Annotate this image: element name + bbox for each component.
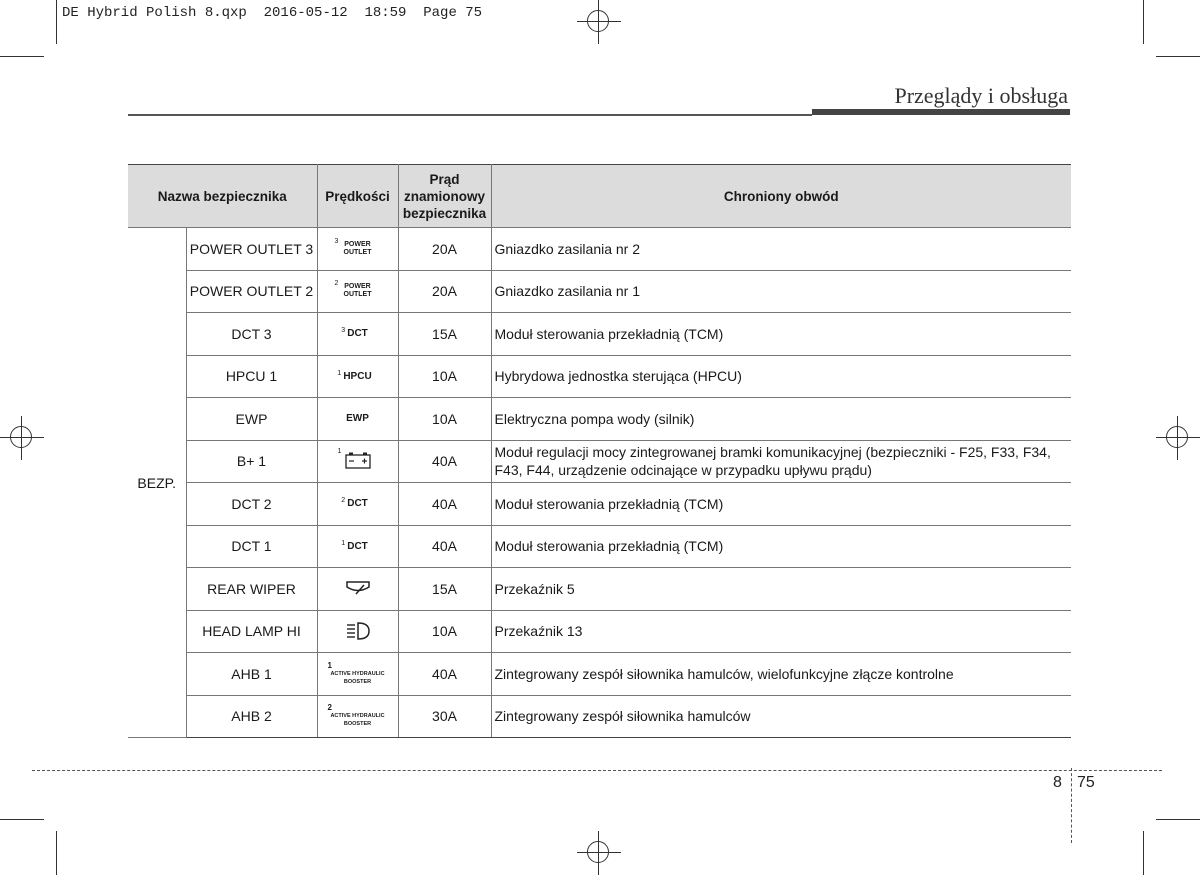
fuse-current: 40A [398,440,491,483]
fuse-current: 10A [398,355,491,398]
table-row [128,270,1071,313]
hpcu-label-icon: 1 HPCU [337,369,372,382]
fuse-symbol-cell [317,695,398,738]
registration-mark-icon [577,831,621,875]
fuse-circuit: Moduł sterowania przekładnią (TCM) [491,483,1071,526]
fuse-circuit: Hybrydowa jednostka sterująca (HPCU) [491,355,1071,398]
fuse-symbol-cell [317,610,398,653]
fuse-table [128,164,1071,738]
table-row [128,525,1071,568]
fuse-current: 30A [398,695,491,738]
crop-mark [1156,819,1200,820]
table-row [128,610,1071,653]
fuse-name: EWP [186,398,317,441]
fuse-circuit: Gniazdko zasilania nr 2 [491,228,1071,271]
ahb-label-icon: 2 ACTIVE HYDRAULIC BOOSTER [327,703,385,728]
registration-mark-icon [577,0,621,44]
footer-divider [32,770,1162,771]
fuse-current: 20A [398,270,491,313]
fuse-circuit: Moduł sterowania przekładnią (TCM) [491,313,1071,356]
table-row [128,483,1071,526]
fuse-circuit: Przekaźnik 13 [491,610,1071,653]
table-header-row [128,165,1071,228]
fuse-name: DCT 2 [186,483,317,526]
dct-label-icon: 1 DCT [341,539,368,552]
fuse-current: 40A [398,653,491,696]
fuse-name: HEAD LAMP HI [186,610,317,653]
fuse-current: 15A [398,313,491,356]
chapter-number: 8 [1053,774,1062,791]
ewp-label-icon: EWP [346,413,369,425]
fuse-circuit: Zintegrowany zespół siłownika hamulców, wielofunkcyjne złącze kontrolne [491,653,1071,696]
fuse-circuit: Moduł sterowania przekładnią (TCM) [491,525,1071,568]
crop-mark [1143,831,1144,875]
fuse-symbol-cell [317,440,398,483]
fuse-name: AHB 2 [186,695,317,738]
fuse-name: POWER OUTLET 3 [186,228,317,271]
crop-mark [1143,0,1144,44]
fuse-circuit: Moduł regulacji mocy zintegrowanej bramki komunikacyjnej (bezpieczniki - F25, F33, F34, F43, F44, urządzenie odcinające w przypadku upływu prądu) [491,440,1071,483]
table-row [128,440,1071,483]
battery-icon: 1 [344,450,372,472]
fuse-symbol-cell [317,270,398,313]
fuse-symbol-cell [317,398,398,441]
header-circuit: Chroniony obwód [491,165,1071,228]
fuse-name: REAR WIPER [186,568,317,611]
fuse-name: AHB 1 [186,653,317,696]
fuse-name: HPCU 1 [186,355,317,398]
footer-divider-vertical [1071,768,1072,843]
crop-mark [56,831,57,875]
table-row [128,695,1071,738]
fuse-name: DCT 1 [186,525,317,568]
fuse-name: POWER OUTLET 2 [186,270,317,313]
header-symbol: Prędkości [317,165,398,228]
crop-mark [56,0,57,44]
fuse-circuit: Elektryczna pompa wody (silnik) [491,398,1071,441]
fuse-current: 40A [398,483,491,526]
table-row [128,568,1071,611]
fuse-current: 10A [398,610,491,653]
fuse-circuit: Gniazdko zasilania nr 1 [491,270,1071,313]
fuse-name: DCT 3 [186,313,317,356]
fuse-current: 20A [398,228,491,271]
registration-mark-icon [0,416,44,460]
power-outlet-label-icon: 2 POWER OUTLET [334,280,372,299]
crop-mark [0,819,44,820]
header-fuse-name: Nazwa bezpiecznika [128,165,317,228]
dct-label-icon: 2 DCT [341,497,368,510]
table-row [128,313,1071,356]
print-header: DE Hybrid Polish 8.qxp 2016-05-12 18:59 Page 75 [62,5,483,21]
fuse-symbol-cell [317,653,398,696]
fuse-symbol-cell [317,568,398,611]
fuse-current: 10A [398,398,491,441]
header-rule-accent [812,109,1070,115]
table-row [128,653,1071,696]
fuse-current: 15A [398,568,491,611]
dct-label-icon: 3 DCT [341,327,368,340]
table-row [128,355,1071,398]
fuse-circuit: Przekaźnik 5 [491,568,1071,611]
high-beam-icon [344,621,372,641]
power-outlet-label-icon: 3 POWER OUTLET [334,237,372,256]
table-row [128,228,1071,271]
ahb-label-icon: 1 ACTIVE HYDRAULIC BOOSTER [327,660,385,685]
fuse-circuit: Zintegrowany zespół siłownika hamulców [491,695,1071,738]
table-row [128,398,1071,441]
fuse-current: 40A [398,525,491,568]
fuse-symbol-cell [317,525,398,568]
rear-wiper-icon [344,579,372,599]
fuse-symbol-cell [317,483,398,526]
section-title: Przeglądy i obsługa [894,83,1068,108]
header-rule [128,114,812,116]
crop-mark [0,56,44,57]
fuse-group-label: BEZP. [128,228,186,738]
header-current: Prąd znamionowy bezpiecznika [398,165,491,228]
fuse-symbol-cell [317,355,398,398]
crop-mark [1156,56,1200,57]
registration-mark-icon [1156,416,1200,460]
fuse-name: B+ 1 [186,440,317,483]
fuse-symbol-cell [317,228,398,271]
page-number: 75 [1077,774,1095,791]
fuse-symbol-cell [317,313,398,356]
